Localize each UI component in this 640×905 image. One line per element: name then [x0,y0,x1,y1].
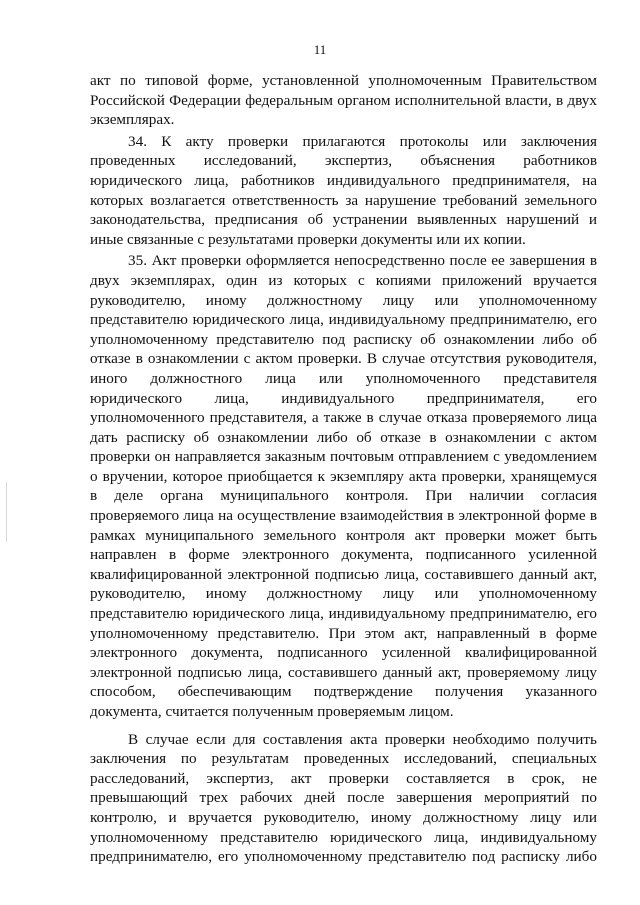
text-line: иного должностного лица или уполномоченного представителя [90,369,597,387]
text-line: контролю, и вручается руководителю, иному должностному лицу или [90,808,597,826]
text-line: документа, считается полученным проверяемым лицом. [90,703,454,720]
text-line: юридического лица, индивидуального предпринимателя, его [90,389,597,407]
text-line: 35. Акт проверки оформляется непосредственно после ее завершения в [128,252,597,270]
text-line: рамках муниципального земельного контроля акт проверки может быть [90,526,597,544]
text-line: заключения по результатам проведенных исследований, специальных [90,750,597,768]
page-number: 11 [313,42,327,57]
text-line: Российской Федерации федеральным органом исполнительной власти, в двух [90,91,597,109]
document-body [90,71,597,867]
text-line: экземплярах. [90,111,175,129]
text-line: электронного документа, подписанного усиленной квалифицированной [90,644,597,662]
paragraph-34 [90,132,597,250]
text-line: расследований, экспертиз, акт проверки составляется в срок, не [90,769,597,787]
text-line: способом, обеспечивающим подтверждение получения указанного [90,683,597,701]
text-line: квалифицированной электронной подписью лица, составившего данный акт, [90,565,597,583]
text-line: предпринимателю, его уполномоченному представителю под расписку либо [90,848,597,866]
text-line: представителю юридического лица, индивидуальному предпринимателю, его [90,605,597,623]
text-line: двух экземплярах, один из которых с копиями приложений вручается [90,271,597,289]
text-line: руководителю, иному должностному лицу или уполномоченному [90,585,597,603]
text-line: иные связанные с результатами проверки документы или их копии. [90,230,526,248]
text-line: отказе в ознакомлении с актом проверки. В случае отсутствия руководителя, [90,350,597,368]
text-line: проверяемого лица на осуществление взаимодействия в электронной форме в [90,507,597,525]
text-line: уполномоченному представителю под расписку об ознакомлении либо об [90,330,597,348]
text-line: проверки он направляется заказным почтовым отправлением с уведомлением [90,448,597,466]
text-line: В случае если для составления акта проверки необходимо получить [128,730,597,748]
text-line: уполномоченному представителю юридического лица, индивидуальному [90,828,597,846]
text-line: дать расписку об ознакомлении либо об отказе в ознакомлении с актом [90,428,597,446]
text-line: законодательства, предписания об устранении выявленных нарушений и [90,211,597,229]
text-line: в деле органа муниципального контроля. При наличии согласия [90,487,597,505]
text-line: юридического лица, работников индивидуального предпринимателя, на [90,171,597,189]
text-line: проведенных исследований, экспертиз, объяснения работников [90,152,597,170]
paragraph-continuation [90,71,597,130]
text-line: руководителю, иному должностному лицу или уполномоченному [90,291,597,309]
text-line: направлен в форме электронного документа, подписанного усиленной [90,546,597,564]
text-line: о вручении, которое приобщается к экземпляру акта проверки, хранящемуся [90,467,597,485]
text-line: которых возлагается ответственность за нарушение требований земельного [90,191,597,209]
text-line: электронной подписью лица, составившего данный акт, проверяемому лицу [90,663,597,681]
paragraph-expertise [90,730,597,867]
text-line: превышающий трех рабочих дней после завершения мероприятий по [90,789,597,807]
text-line: уполномоченному представителю. При этом акт, направленный в форме [90,624,597,642]
text-line: 34. К акту проверки прилагаются протоколы или заключения [128,132,597,150]
paragraph-35 [90,251,597,721]
text-line: представителю юридического лица, индивидуальному предпринимателю, его [90,311,597,329]
text-line: уполномоченного представителя, а также в случае отказа проверяемого лица [90,409,597,427]
margin-scan-mark [6,482,7,542]
text-line: акт по типовой форме, установленной уполномоченным Правительством [90,72,597,89]
